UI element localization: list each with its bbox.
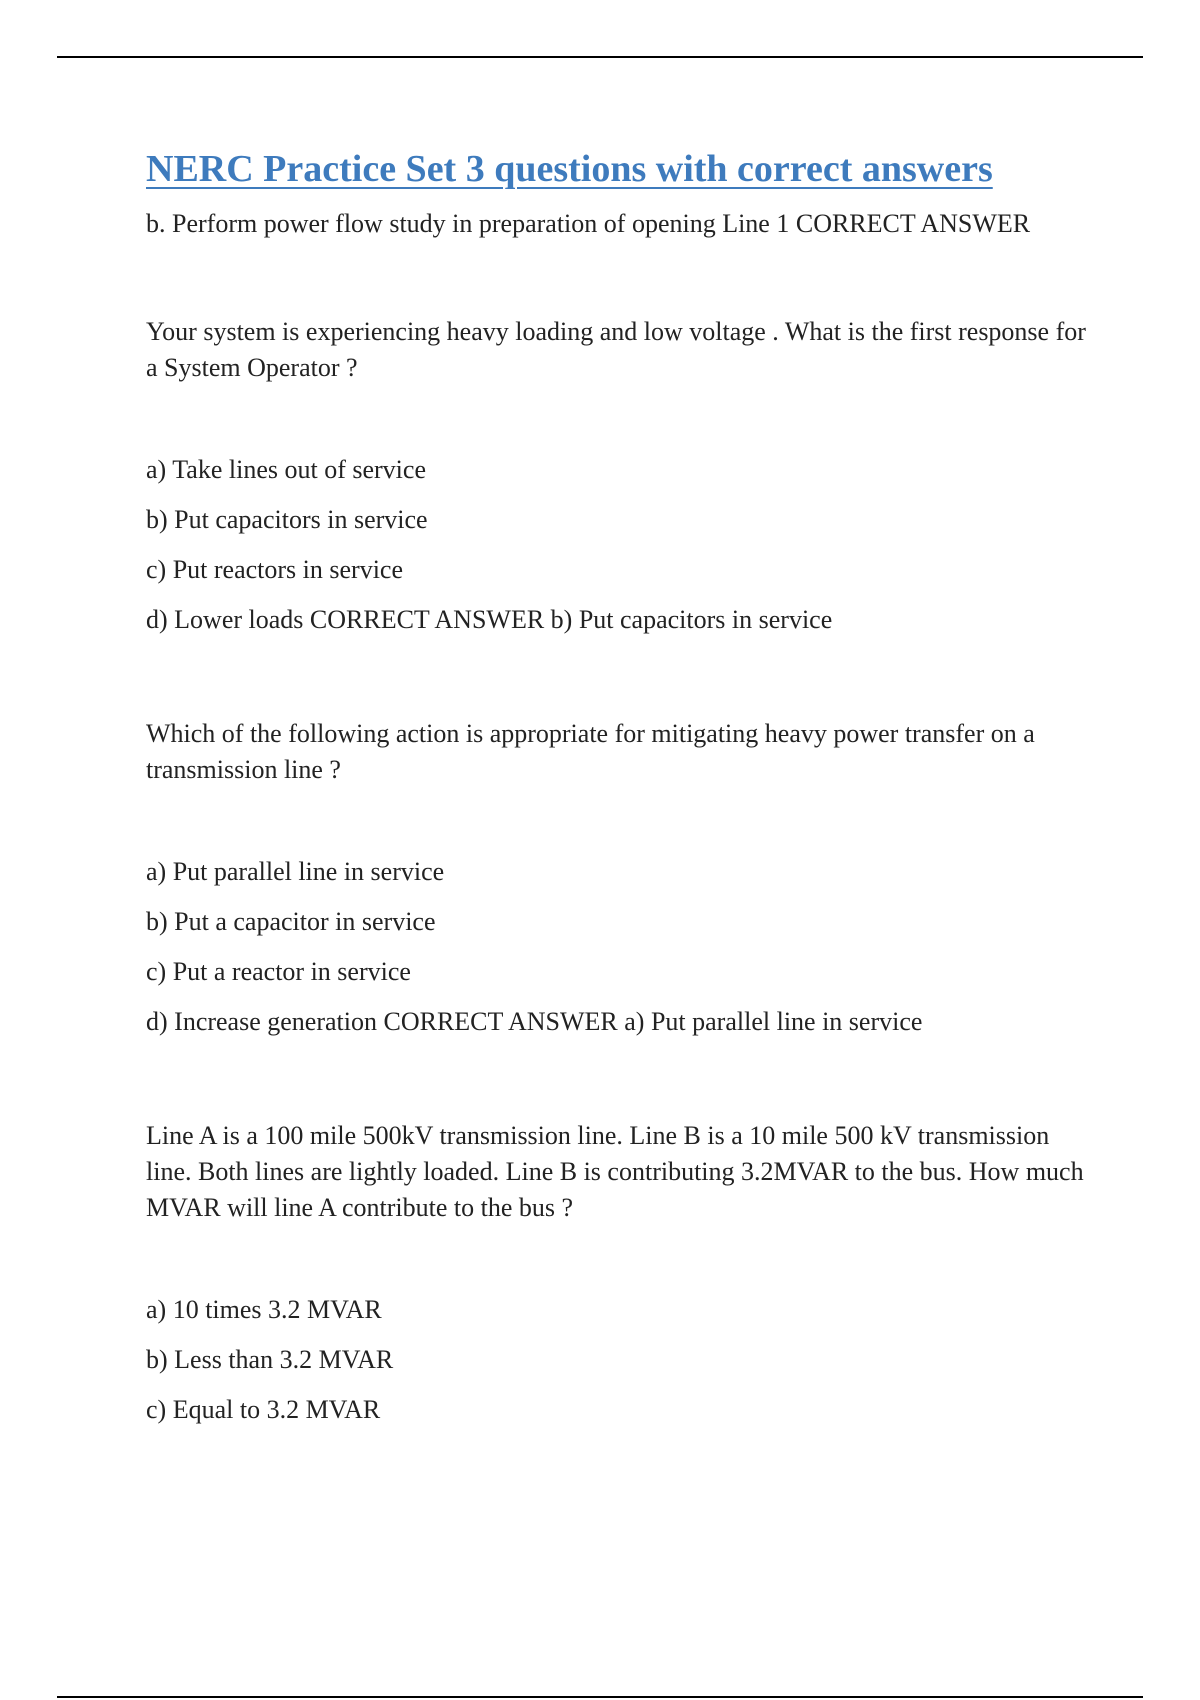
question-2-options (146, 854, 1086, 1040)
question-2-text: Which of the following action is appropriate for mitigating heavy power transfer on a transmission line ? (146, 719, 1035, 784)
question-1-text: Your system is experiencing heavy loading and low voltage . What is the first response for a System Operator ? (146, 317, 1086, 382)
question-3-option-c: c) Equal to 3.2 MVAR (146, 1395, 381, 1424)
question-3-option-b: b) Less than 3.2 MVAR (146, 1345, 394, 1374)
header-rule (57, 56, 1143, 58)
question-2-option-a: a) Put parallel line in service (146, 857, 445, 886)
question-2-option-b: b) Put a capacitor in service (146, 907, 436, 936)
intro-answer-line: b. Perform power flow study in preparation of opening Line 1 CORRECT ANSWER (146, 209, 1031, 238)
document-title: NERC Practice Set 3 questions with correct answers (146, 148, 993, 190)
question-2-option-d: d) Increase generation CORRECT ANSWER a) Put parallel line in service (146, 1007, 923, 1036)
question-3-options (146, 1292, 1086, 1428)
question-1-option-c: c) Put reactors in service (146, 555, 404, 584)
question-1-options (146, 452, 1086, 638)
question-3-option-a: a) 10 times 3.2 MVAR (146, 1295, 382, 1324)
footer-rule (57, 1696, 1143, 1698)
question-3-text: Line A is a 100 mile 500kV transmission line. Line B is a 10 mile 500 kV transmission line. Both lines are lightly loaded. Line B is contributing 3.2MVAR to the bus. How much MVAR will line A contribute to the bus ? (146, 1121, 1084, 1222)
question-1-option-a: a) Take lines out of service (146, 455, 426, 484)
question-1-option-d: d) Lower loads CORRECT ANSWER b) Put capacitors in service (146, 605, 833, 634)
question-1-option-b: b) Put capacitors in service (146, 505, 428, 534)
document-body (146, 146, 1086, 1442)
question-2-option-c: c) Put a reactor in service (146, 957, 411, 986)
